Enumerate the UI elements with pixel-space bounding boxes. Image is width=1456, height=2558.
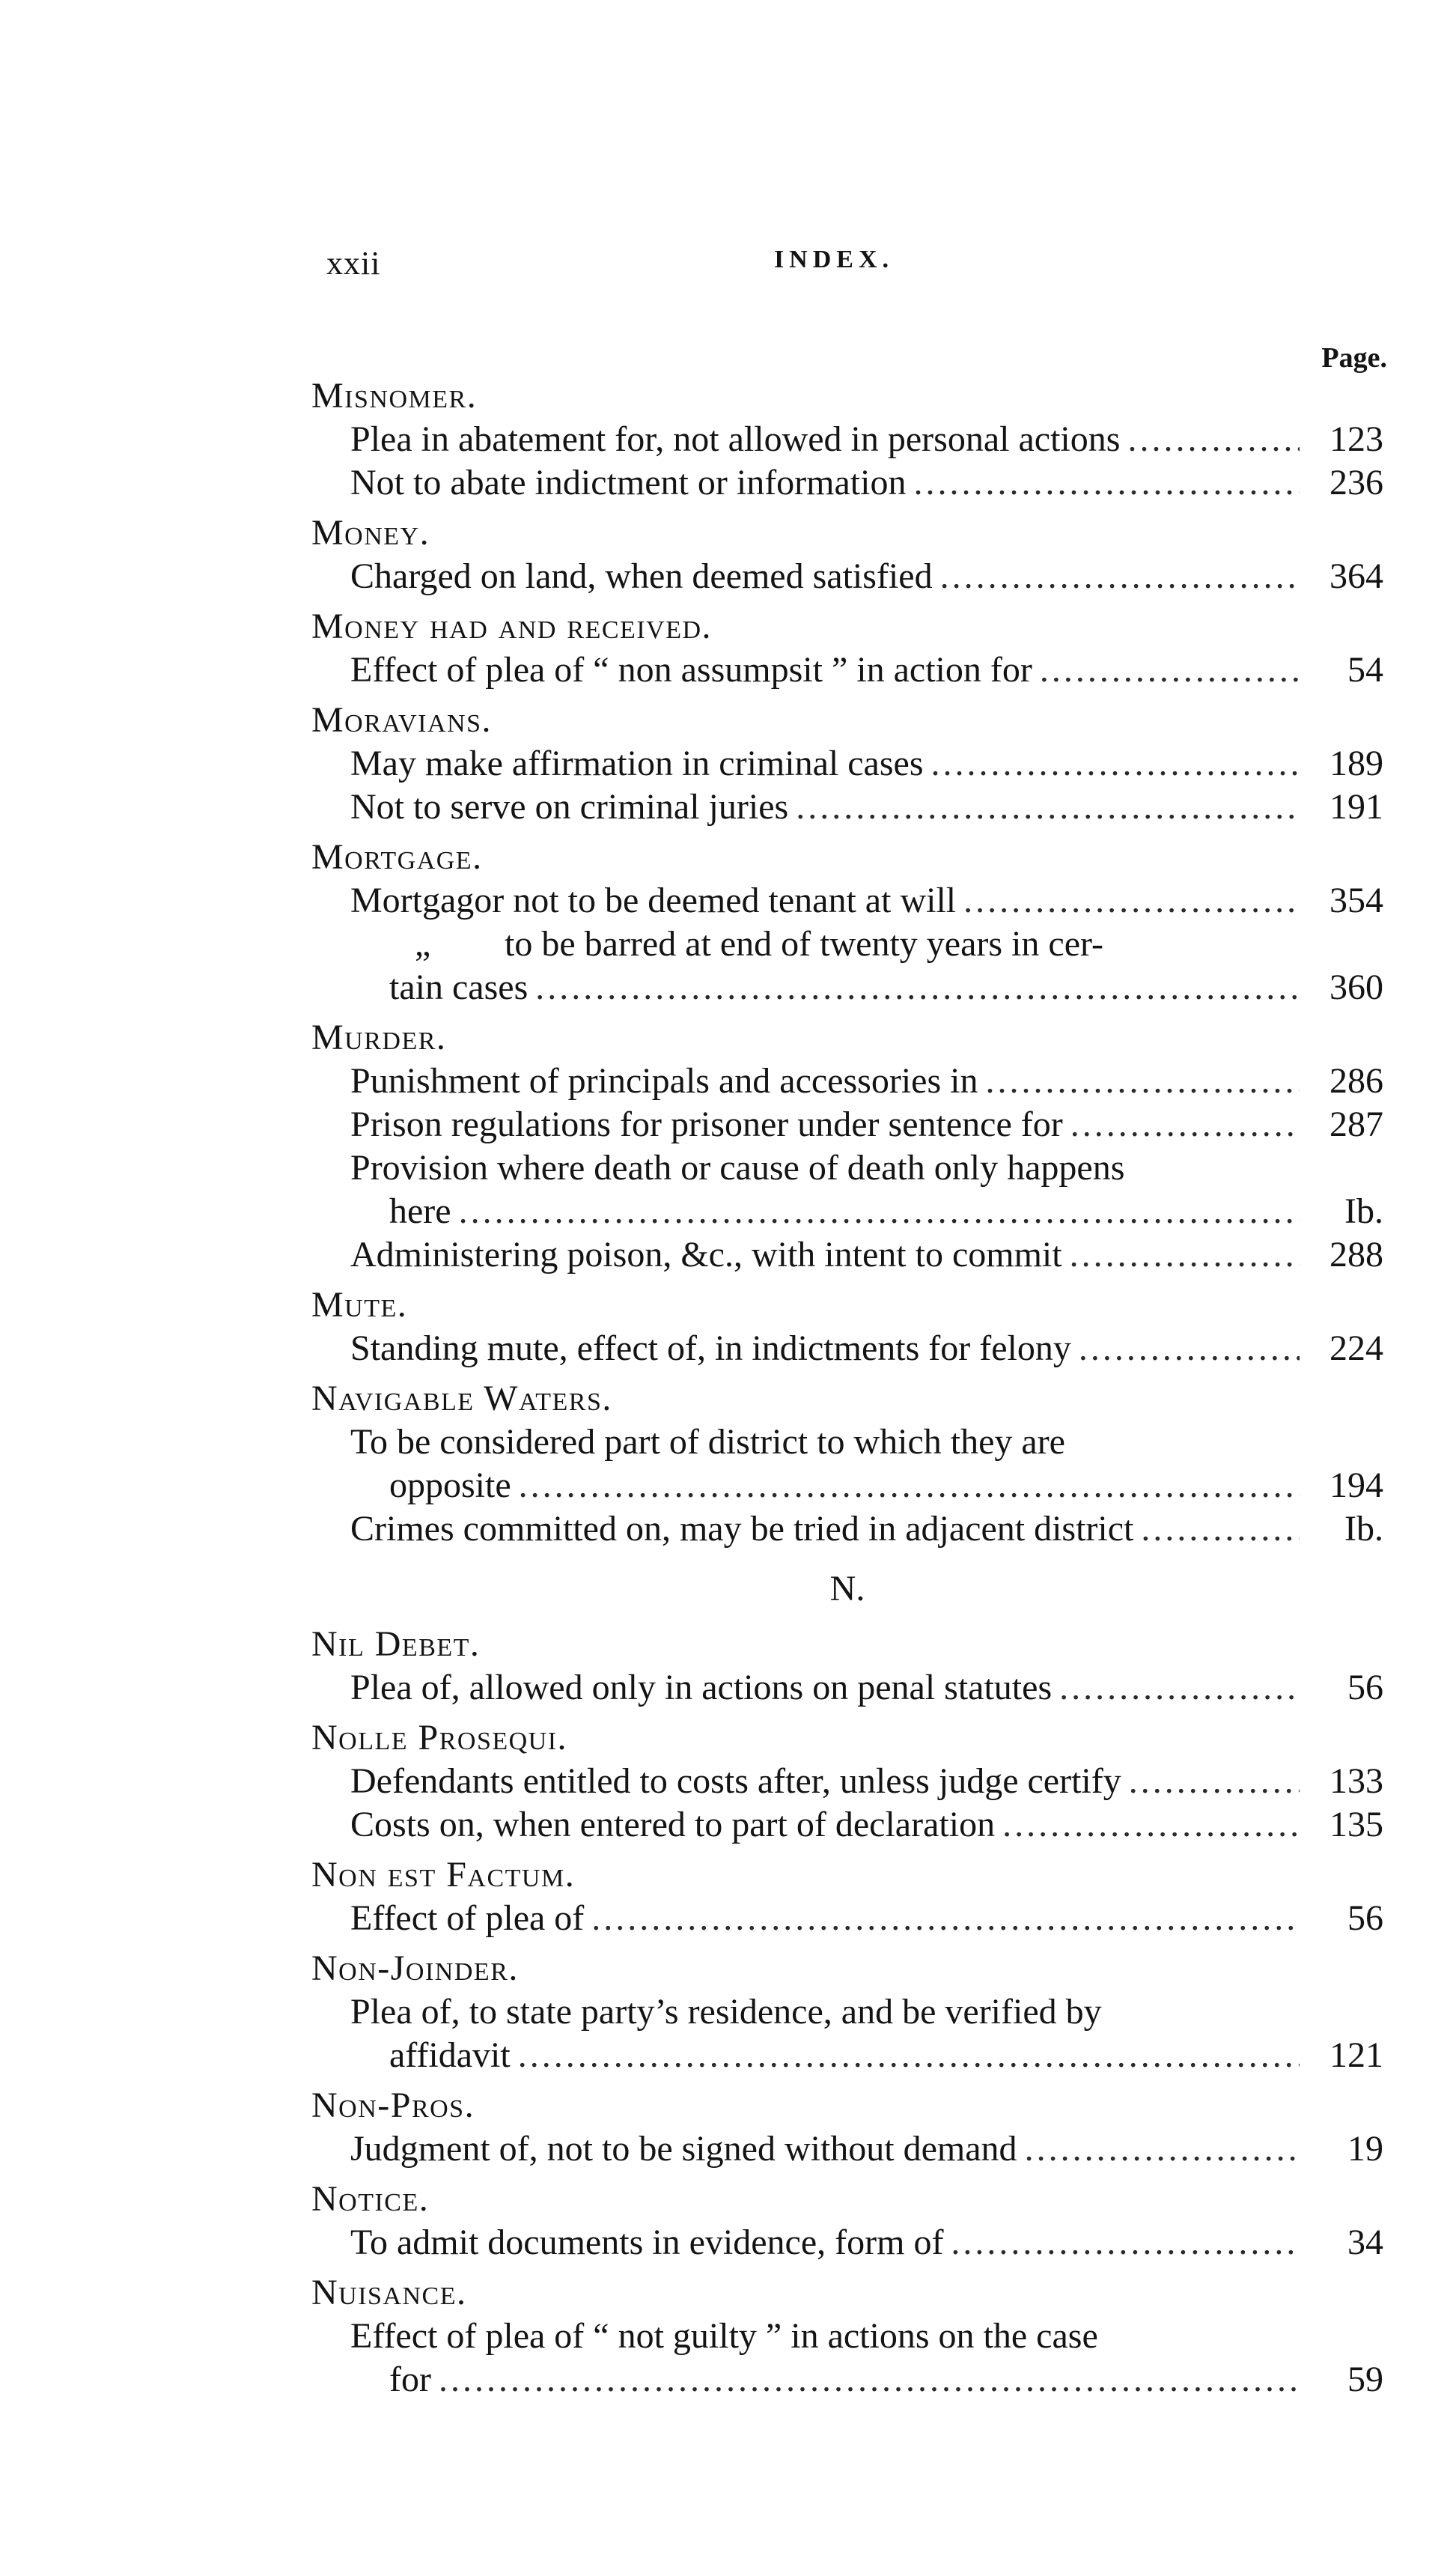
page-number: 59 xyxy=(1347,2360,1383,2399)
page-number: 288 xyxy=(1329,1235,1383,1275)
running-head xyxy=(326,244,1386,297)
dot-leader xyxy=(1141,1507,1300,1551)
index-entry xyxy=(311,1507,1383,1551)
entry-text: Costs on, when entered to part of declaration xyxy=(350,1805,996,1844)
entry-first-line xyxy=(350,1990,1383,2034)
entry-text: Effect of plea of “ non assumpsit ” in action for xyxy=(350,650,1032,690)
index-entry xyxy=(311,648,1383,692)
entry-text: to be barred at end of twenty years in cer- xyxy=(505,924,1104,964)
ditto-mark: „ xyxy=(415,924,431,964)
entry-continuation-line xyxy=(350,1464,1383,1507)
entry-first-line xyxy=(350,2315,1383,2358)
page-number: 123 xyxy=(1329,419,1383,459)
letter-m-block xyxy=(311,374,1383,1551)
entry-continuation: affidavit xyxy=(389,2035,511,2075)
section-heading: Moravians. xyxy=(311,700,492,740)
entry-text: Plea in abatement for, not allowed in personal actions xyxy=(350,419,1121,459)
entry-text: Not to abate indictment or information xyxy=(350,463,907,502)
dot-leader xyxy=(940,555,1300,598)
entry-text: Effect of plea of “ not guilty ” in actions on the case xyxy=(350,2316,1098,2356)
page-column-label: Page. xyxy=(1321,342,1387,374)
section-heading: Nuisance. xyxy=(311,2273,467,2312)
letter-divider: N. xyxy=(829,1569,865,1608)
index-section xyxy=(311,2271,1383,2401)
index-entry xyxy=(311,1421,1383,1507)
entry-text: Effect of plea of xyxy=(350,1898,585,1938)
dot-leader xyxy=(1070,1233,1300,1277)
page-number: 34 xyxy=(1347,2223,1383,2262)
index-entry xyxy=(311,2127,1383,2171)
index-entry xyxy=(311,1060,1383,1103)
dot-leader xyxy=(796,786,1300,829)
page-number: 121 xyxy=(1329,2035,1383,2075)
dot-leader xyxy=(535,966,1300,1009)
dot-leader xyxy=(1129,1760,1300,1803)
entry-text: Administering poison, &c., with intent to commit xyxy=(350,1235,1062,1275)
dot-leader xyxy=(1127,418,1300,461)
index-entry xyxy=(311,1760,1383,1803)
section-heading: Non-Pros. xyxy=(311,2085,475,2125)
index-section xyxy=(311,511,1383,598)
index-entry xyxy=(311,1233,1383,1277)
index-section xyxy=(311,1623,1383,1710)
dot-leader xyxy=(1059,1666,1300,1710)
entry-first-line xyxy=(350,1421,1383,1464)
index-entry xyxy=(311,418,1383,461)
dot-leader xyxy=(591,1897,1300,1940)
section-heading: Mortgage. xyxy=(311,837,483,877)
dot-leader xyxy=(963,879,1300,923)
index-entry xyxy=(311,1327,1383,1370)
page-number: 54 xyxy=(1347,650,1383,690)
letter-n-block xyxy=(311,1623,1383,2401)
entry-text: To be considered part of district to which they are xyxy=(350,1422,1065,1462)
index-entries xyxy=(311,374,1383,2408)
index-section xyxy=(311,1947,1383,2077)
page-number: Ib. xyxy=(1344,1191,1383,1231)
entry-text: Mortgagor not to be deemed tenant at will xyxy=(350,881,957,920)
page-number: 287 xyxy=(1329,1105,1383,1144)
index-section xyxy=(311,605,1383,692)
index-section xyxy=(311,1283,1383,1370)
section-heading: Nil Debet. xyxy=(311,1624,481,1664)
page-number: 56 xyxy=(1347,1898,1383,1938)
section-heading: Notice. xyxy=(311,2179,430,2219)
entry-continuation-line xyxy=(350,2034,1383,2077)
index-section xyxy=(311,374,1383,505)
section-heading: Navigable Waters. xyxy=(311,1379,612,1418)
index-section xyxy=(311,1716,1383,1847)
entry-text: Punishment of principals and accessories in xyxy=(350,1061,978,1101)
entry-text: To admit documents in evidence, form of xyxy=(350,2223,944,2262)
entry-first-line xyxy=(350,923,1383,966)
index-entry xyxy=(311,923,1383,1009)
entry-first-line xyxy=(350,1146,1383,1190)
index-section xyxy=(311,1016,1383,1277)
entry-text: Standing mute, effect of, in indictments for felony xyxy=(350,1328,1071,1368)
index-entry xyxy=(311,2221,1383,2264)
index-entry xyxy=(311,879,1383,923)
dot-leader xyxy=(439,2358,1300,2401)
entry-text: Plea of, allowed only in actions on penal statutes xyxy=(350,1668,1053,1707)
section-heading: Money. xyxy=(311,513,430,553)
page-number: 286 xyxy=(1329,1061,1383,1101)
entry-text: Not to serve on criminal juries xyxy=(350,787,789,827)
entry-continuation: for xyxy=(389,2360,431,2399)
section-heading: Mute. xyxy=(311,1285,408,1325)
page-number: 360 xyxy=(1329,967,1383,1007)
index-entry xyxy=(311,461,1383,505)
entry-continuation: opposite xyxy=(389,1465,511,1505)
dot-leader xyxy=(931,742,1300,786)
entry-continuation-line xyxy=(350,2358,1383,2401)
index-entry xyxy=(311,2315,1383,2401)
page-number: 236 xyxy=(1329,463,1383,502)
entry-continuation-line xyxy=(350,966,1383,1009)
dot-leader xyxy=(913,461,1300,505)
index-section xyxy=(311,699,1383,829)
page-number: 354 xyxy=(1329,881,1383,920)
index-entry xyxy=(311,1897,1383,1940)
page-number: 364 xyxy=(1329,556,1383,596)
dot-leader xyxy=(1002,1803,1300,1847)
index-section xyxy=(311,2178,1383,2264)
section-heading: Misnomer. xyxy=(311,376,478,416)
page-folio: xxii xyxy=(326,245,381,282)
index-entry xyxy=(311,786,1383,829)
entry-text: Defendants entitled to costs after, unless judge certify xyxy=(350,1761,1121,1801)
index-section xyxy=(311,836,1383,1009)
entry-text: Charged on land, when deemed satisfied xyxy=(350,556,933,596)
page-number: 133 xyxy=(1329,1761,1383,1801)
section-heading: Non est Factum. xyxy=(311,1855,576,1895)
index-entry xyxy=(311,1990,1383,2077)
index-entry xyxy=(311,1146,1383,1233)
dot-leader xyxy=(518,2034,1300,2077)
dot-leader xyxy=(459,1190,1300,1233)
index-entry xyxy=(311,555,1383,598)
dot-leader xyxy=(951,2221,1300,2264)
entry-text: May make affirmation in criminal cases xyxy=(350,744,924,783)
page-number: 189 xyxy=(1329,744,1383,783)
index-section xyxy=(311,1377,1383,1551)
dot-leader xyxy=(985,1060,1300,1103)
index-entry xyxy=(311,1103,1383,1146)
page-number: 191 xyxy=(1329,787,1383,827)
section-heading: Nolle Prosequi. xyxy=(311,1718,568,1758)
section-heading: Non-Joinder. xyxy=(311,1948,519,1988)
dot-leader xyxy=(519,1464,1300,1507)
page-number: 194 xyxy=(1329,1465,1383,1505)
running-title: INDEX. xyxy=(773,246,895,273)
entry-text: Judgment of, not to be signed without demand xyxy=(350,2129,1017,2169)
entry-continuation: tain cases xyxy=(389,967,529,1007)
index-entry xyxy=(311,1666,1383,1710)
page-number: 56 xyxy=(1347,1668,1383,1707)
entry-continuation: here xyxy=(389,1191,451,1231)
entry-text: Plea of, to state party’s residence, and be verified by xyxy=(350,1992,1102,2032)
page-number: 224 xyxy=(1329,1328,1383,1368)
dot-leader xyxy=(1040,648,1300,692)
section-heading: Murder. xyxy=(311,1018,447,1057)
page-number: 19 xyxy=(1347,2129,1383,2169)
page-number: Ib. xyxy=(1344,1509,1383,1549)
entry-continuation-line xyxy=(350,1190,1383,1233)
entry-text: Prison regulations for prisoner under sentence for xyxy=(350,1105,1063,1144)
dot-leader xyxy=(1025,2127,1300,2171)
index-section xyxy=(311,1853,1383,1940)
index-entry xyxy=(311,742,1383,786)
page-number: 135 xyxy=(1329,1805,1383,1844)
dot-leader xyxy=(1070,1103,1300,1146)
entry-text: Crimes committed on, may be tried in adjacent district xyxy=(350,1509,1134,1549)
index-section xyxy=(311,2084,1383,2171)
section-heading: Money had and received. xyxy=(311,607,713,646)
dot-leader xyxy=(1079,1327,1300,1370)
entry-text: Provision where death or cause of death only happens xyxy=(350,1148,1125,1188)
index-entry xyxy=(311,1803,1383,1847)
